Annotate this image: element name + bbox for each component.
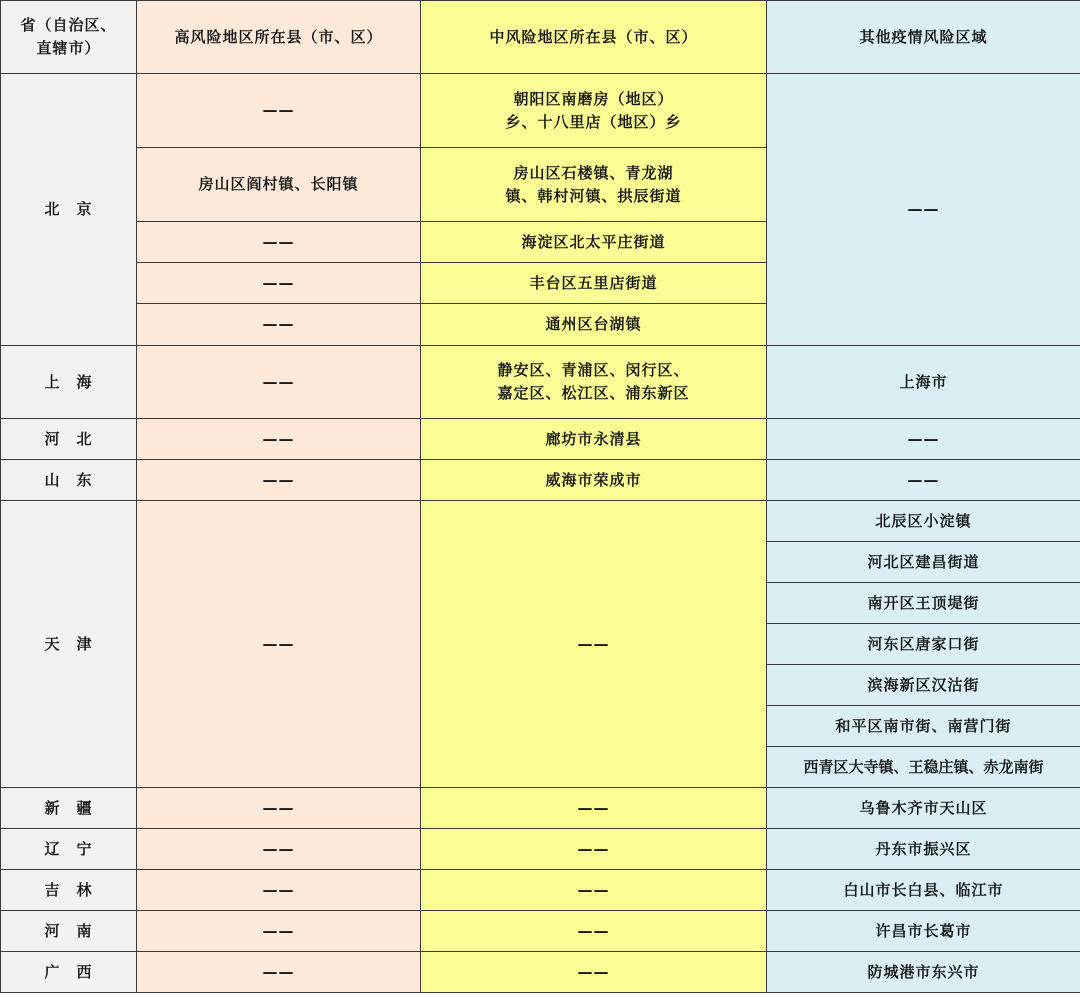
medium-risk-cell: 朝阳区南磨房（地区） 乡、十八里店（地区）乡 <box>421 74 767 148</box>
province-cell: 辽 宁 <box>1 829 137 870</box>
medium-risk-cell: —— <box>421 829 767 870</box>
other-risk-cell: 北辰区小淀镇 <box>767 501 1080 542</box>
medium-risk-cell: 静安区、青浦区、闵行区、 嘉定区、松江区、浦东新区 <box>421 346 767 419</box>
other-risk-cell: 河东区唐家口街 <box>767 624 1080 665</box>
province-cell: 北 京 <box>1 74 137 346</box>
medium-risk-cell: 通州区台湖镇 <box>421 304 767 346</box>
high-risk-cell: 房山区阎村镇、长阳镇 <box>137 148 421 222</box>
medium-risk-cell: 海淀区北太平庄街道 <box>421 222 767 263</box>
other-risk-cell: 丹东市振兴区 <box>767 829 1080 870</box>
other-risk-cell: 和平区南市街、南营门街 <box>767 706 1080 747</box>
table-row <box>1 460 1080 501</box>
other-risk-cell: 滨海新区汉沽街 <box>767 665 1080 706</box>
table-row <box>1 788 1080 829</box>
other-risk-cell: 许昌市长葛市 <box>767 911 1080 952</box>
medium-risk-cell: 房山区石楼镇、青龙湖 镇、韩村河镇、拱辰街道 <box>421 148 767 222</box>
high-risk-cell: —— <box>137 263 421 304</box>
province-cell: 山 东 <box>1 460 137 501</box>
high-risk-cell: —— <box>137 788 421 829</box>
high-risk-cell: —— <box>137 460 421 501</box>
table-row <box>1 346 1080 419</box>
header-other-risk: 其他疫情风险区域 <box>767 1 1080 74</box>
other-risk-cell: —— <box>767 419 1080 460</box>
medium-risk-cell: —— <box>421 501 767 788</box>
province-cell: 天 津 <box>1 501 137 788</box>
province-cell: 新 疆 <box>1 788 137 829</box>
province-cell: 河 南 <box>1 911 137 952</box>
high-risk-cell: —— <box>137 501 421 788</box>
high-risk-cell: —— <box>137 346 421 419</box>
other-risk-cell: 西青区大寺镇、王稳庄镇、赤龙南街 <box>767 747 1080 788</box>
other-risk-cell: 防城港市东兴市 <box>767 952 1080 993</box>
high-risk-cell: —— <box>137 870 421 911</box>
table-row <box>1 911 1080 952</box>
table-row <box>1 501 1080 542</box>
medium-risk-cell: 丰台区五里店街道 <box>421 263 767 304</box>
high-risk-cell: —— <box>137 911 421 952</box>
province-cell: 吉 林 <box>1 870 137 911</box>
other-risk-cell: 乌鲁木齐市天山区 <box>767 788 1080 829</box>
medium-risk-cell: —— <box>421 911 767 952</box>
other-risk-cell: —— <box>767 74 1080 346</box>
medium-risk-cell: —— <box>421 952 767 993</box>
table-row <box>1 870 1080 911</box>
high-risk-cell: —— <box>137 419 421 460</box>
high-risk-cell: —— <box>137 829 421 870</box>
province-cell: 上 海 <box>1 346 137 419</box>
header-province: 省（自治区、 直辖市） <box>1 1 137 74</box>
table-row <box>1 419 1080 460</box>
medium-risk-cell: 威海市荣成市 <box>421 460 767 501</box>
medium-risk-cell: —— <box>421 788 767 829</box>
table-row <box>1 952 1080 993</box>
other-risk-cell: 南开区王顶堤街 <box>767 583 1080 624</box>
medium-risk-cell: 廊坊市永清县 <box>421 419 767 460</box>
high-risk-cell: —— <box>137 74 421 148</box>
table-row <box>1 74 1080 148</box>
province-cell: 河 北 <box>1 419 137 460</box>
other-risk-cell: —— <box>767 460 1080 501</box>
other-risk-cell: 河北区建昌街道 <box>767 542 1080 583</box>
high-risk-cell: —— <box>137 952 421 993</box>
table-row <box>1 829 1080 870</box>
header-medium-risk: 中风险地区所在县（市、区） <box>421 1 767 74</box>
header-row <box>1 1 1080 74</box>
high-risk-cell: —— <box>137 222 421 263</box>
header-high-risk: 高风险地区所在县（市、区） <box>137 1 421 74</box>
other-risk-cell: 上海市 <box>767 346 1080 419</box>
province-cell: 广 西 <box>1 952 137 993</box>
other-risk-cell: 白山市长白县、临江市 <box>767 870 1080 911</box>
high-risk-cell: —— <box>137 304 421 346</box>
medium-risk-cell: —— <box>421 870 767 911</box>
